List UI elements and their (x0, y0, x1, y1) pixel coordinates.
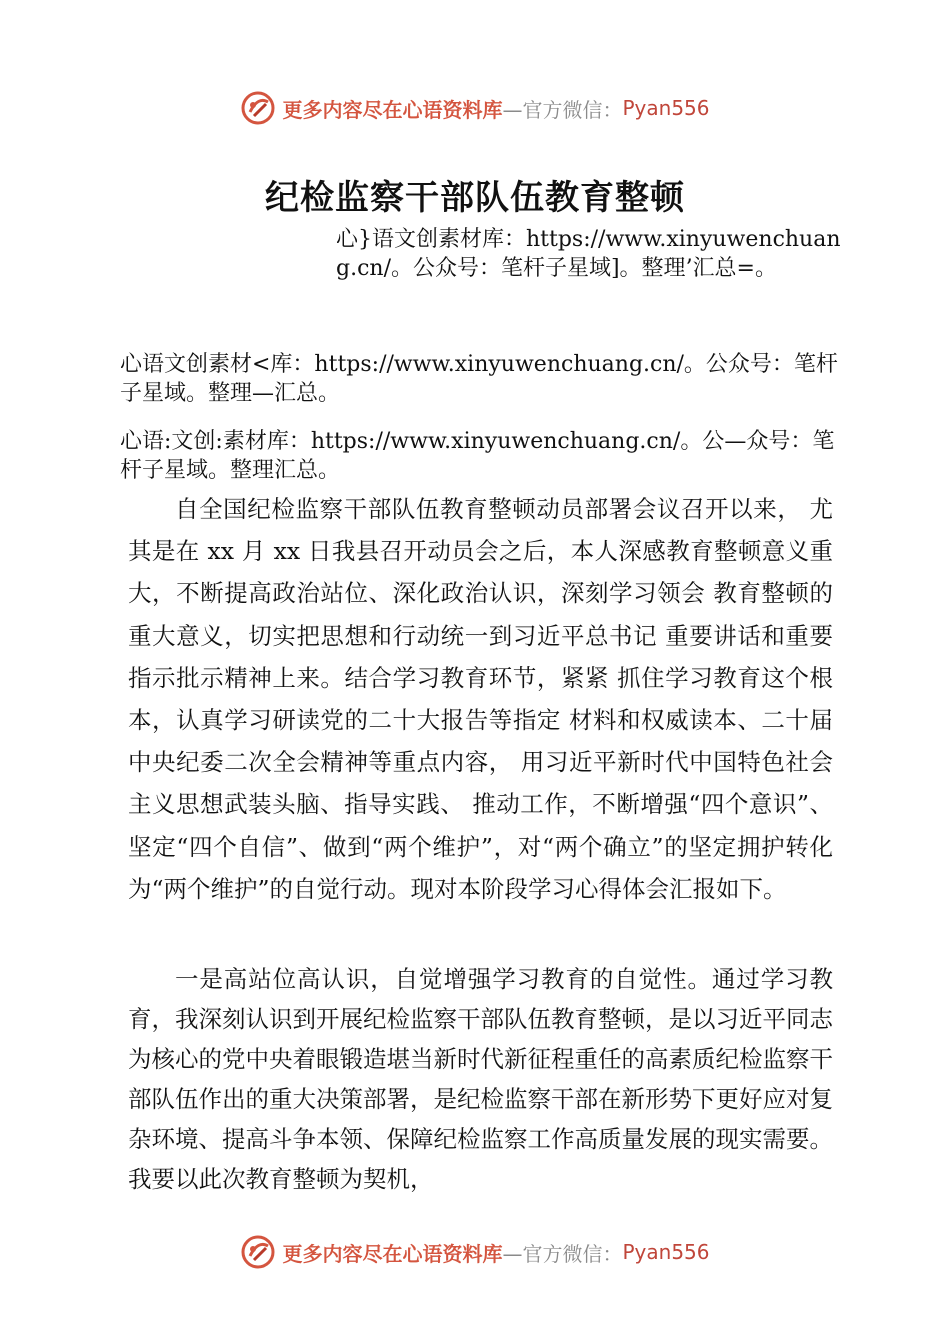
footer-separator: —官方微信： (502, 1241, 623, 1266)
watermark-text-1: 心}语文创素材库：https://www.xinyuwenchuang.cn/。公众号：笔杆子星域]。整理’汇总=。 (336, 227, 841, 281)
body-paragraph-2: 一是高站位高认识，自觉增强学习教育的自觉性。通过学习教育，我深刻认识到开展纪检监察干部队伍教育整顿，是以习近平同志为核心的党中央着眼锻造堪当新时代新征程重任的高素质纪检监察干部队伍作出的重大决策部署，是纪检监察干部在新形势下更好应对复杂环境、提高斗争本领、保障纪检监察工作高质量发展的现实需要。我要以此次教育整顿为契机， (128, 965, 833, 1193)
footer-banner (0, 1232, 950, 1272)
header-wechat-id: Pyan556 (622, 96, 710, 120)
document-title: 纪检监察干部队伍教育整顿 (265, 178, 685, 218)
brand-logo-icon (240, 90, 276, 126)
watermark-text-3: 心语:文创:素材库：https://www.xinyuwenchuang.cn/。公—众号：笔杆子星域。整理汇总。 (120, 429, 835, 483)
header-separator: —官方微信： (502, 97, 623, 122)
footer-wechat-id: Pyan556 (622, 1240, 710, 1264)
header-brand-text: 更多内容尽在心语资料库 (282, 97, 503, 122)
header-banner (0, 88, 950, 128)
brand-logo-icon (240, 1234, 276, 1270)
footer-brand-text: 更多内容尽在心语资料库 (282, 1241, 503, 1266)
body-paragraph-1: 自全国纪检监察干部队伍教育整顿动员部署会议召开以来， 尤其是在 xx 月 xx 日我县召开动员会之后，本人深感教育整顿意义重大，不断提高政治站位、深化政治认识，深刻学习领会 教育整顿的重大意义，切实把思想和行动统一到习近平总书记 重要讲话和重要指示批示精神上来。结合学习教育环节，紧紧 抓住学习教育这个根本，认真学习研读党的二十大报告等指定 材料和权威读本、二十届中央纪委二次全会精神等重点内容， 用习近平新时代中国特色社会主义思想武装头脑、指导实践、 推动工作，不断增强“四个意识”、坚定“四个自信”、做到“两个维护”，对“两个确立”的坚定拥护转化为“两个维护”的自觉行动。现对本阶段学习心得体会汇报如下。 (128, 495, 833, 903)
watermark-text-2: 心语文创素材<库：https://www.xinyuwenchuang.cn/。公众号：笔杆子星域。整理—汇总。 (120, 352, 838, 406)
